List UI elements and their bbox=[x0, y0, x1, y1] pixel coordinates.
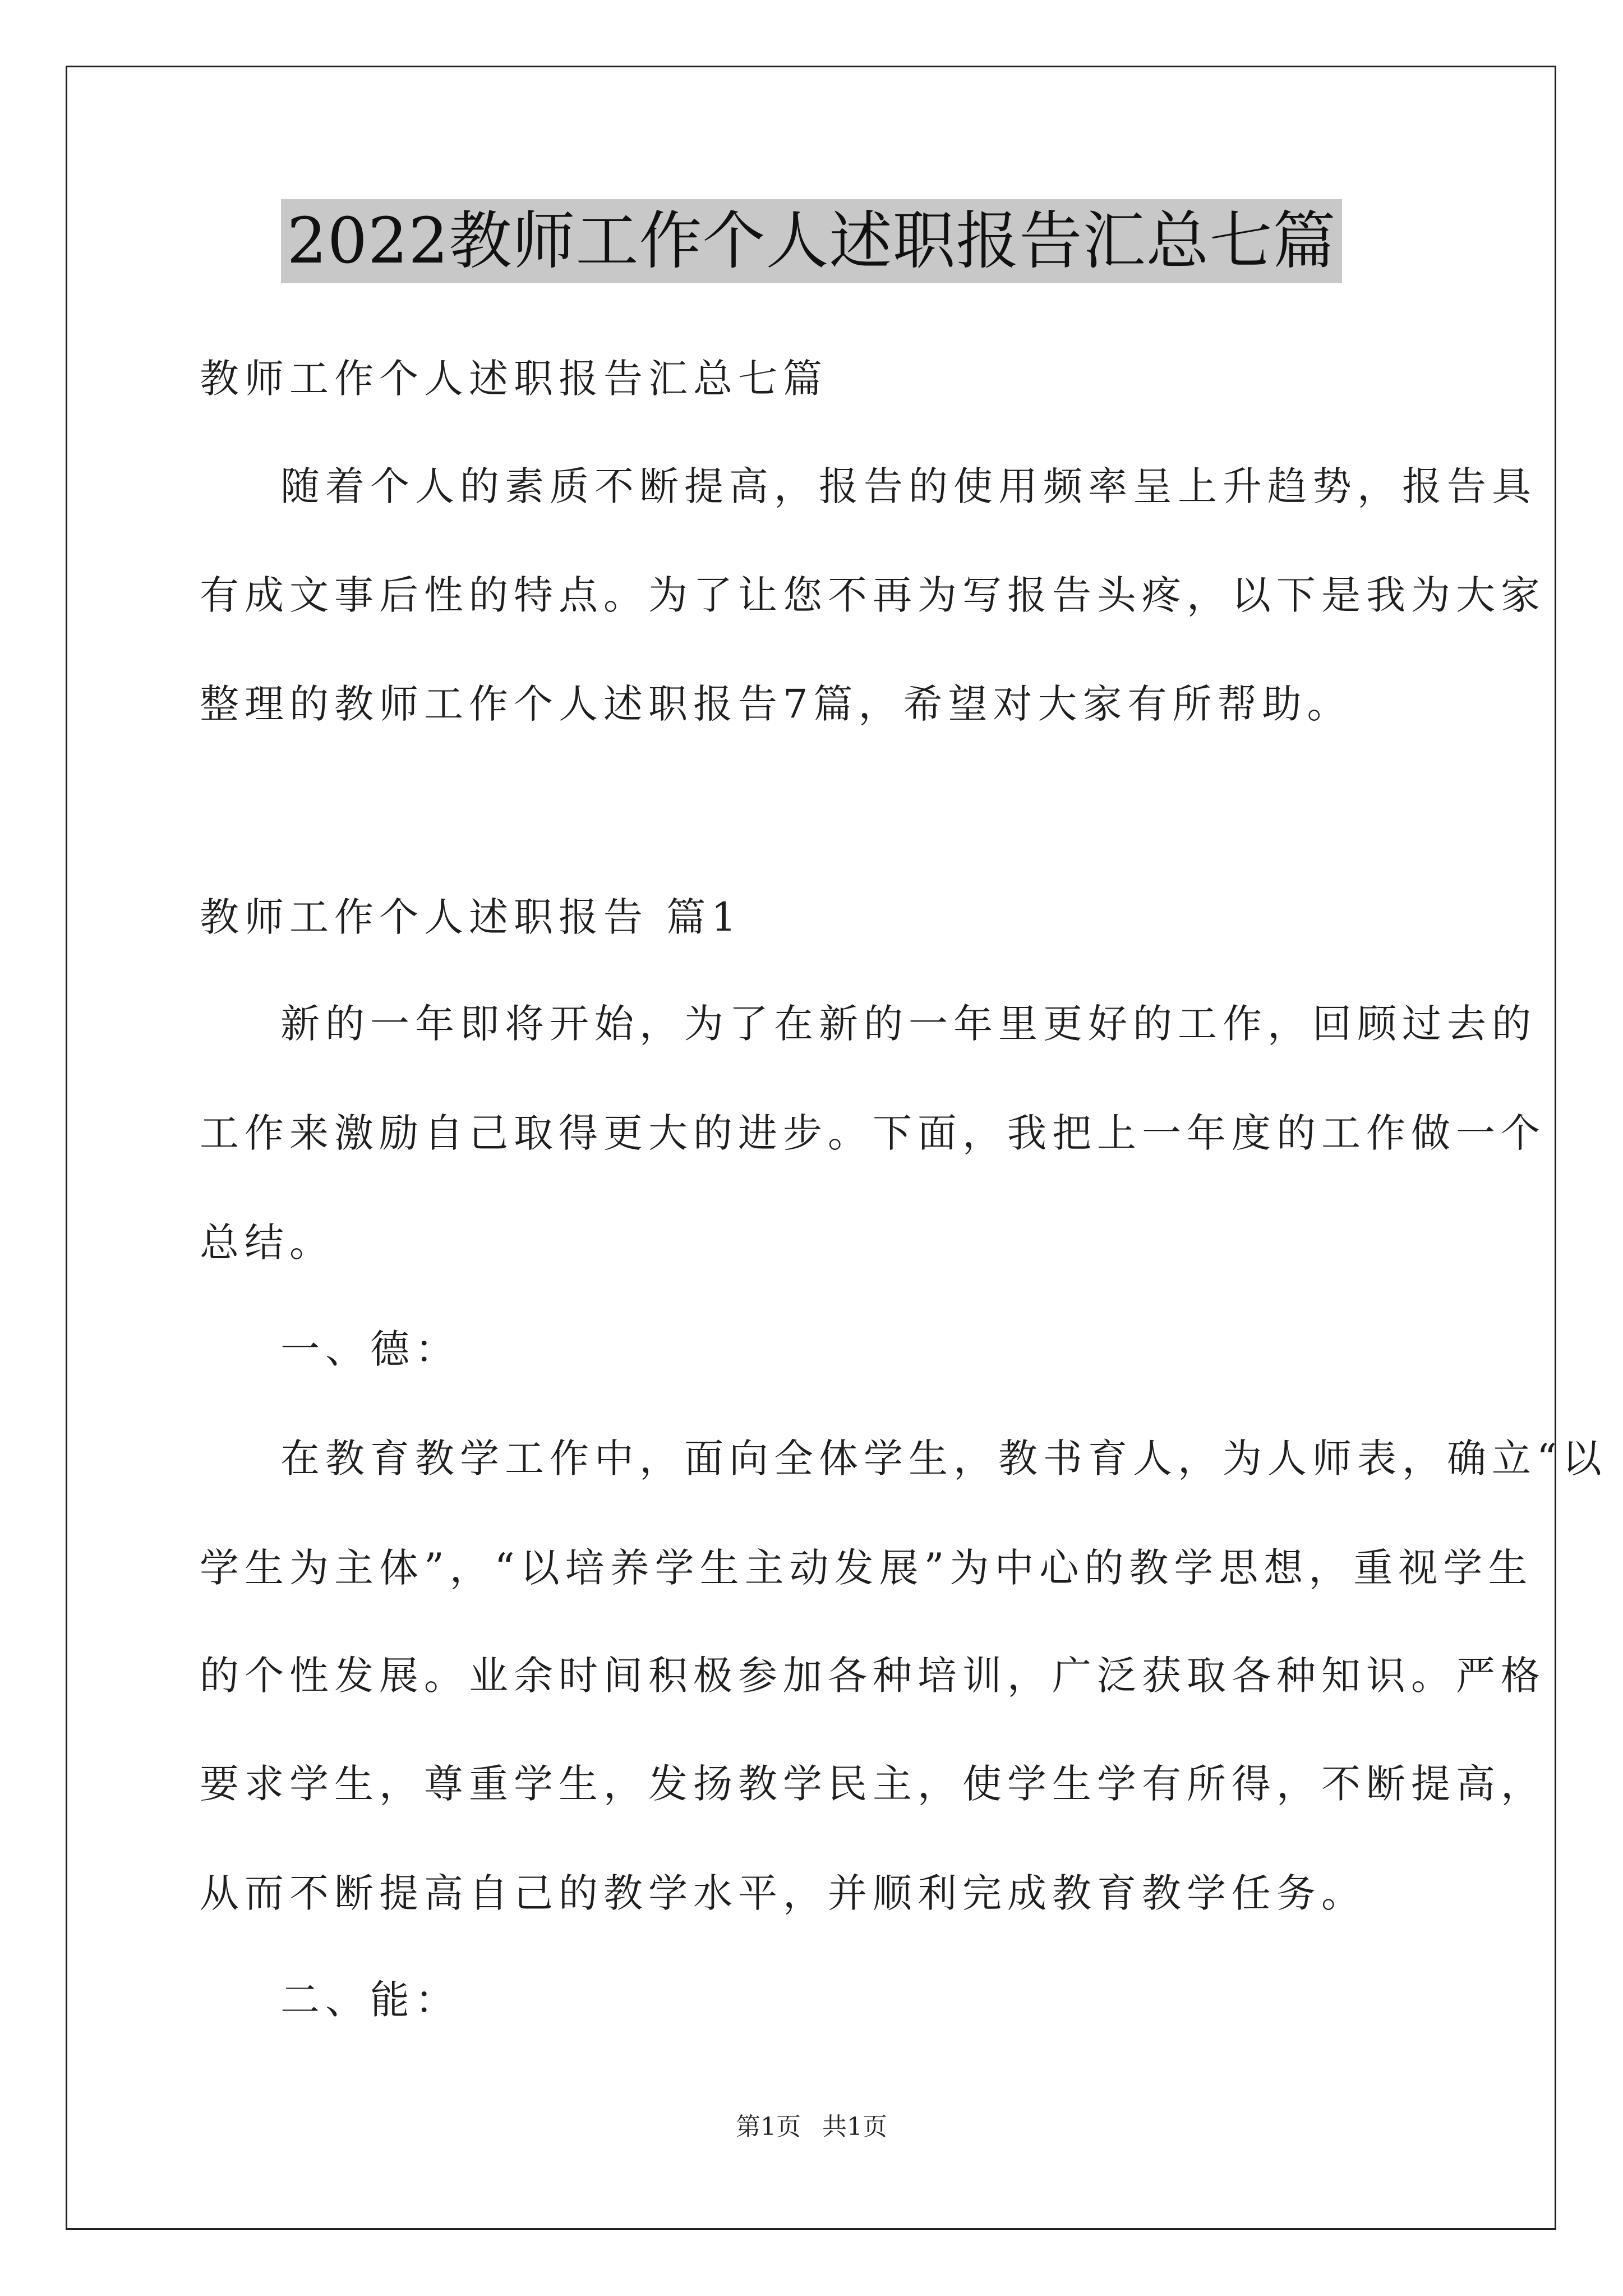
page-footer bbox=[0, 2110, 1623, 2144]
page-number: 第1页 bbox=[736, 2113, 801, 2141]
intro-line-1: 随着个人的素质不断提高，报告的使用频率呈上升趋势，报告具 bbox=[280, 463, 1537, 509]
paragraph-1-line-1: 新的一年即将开始，为了在新的一年里更好的工作，回顾过去的 bbox=[280, 1001, 1537, 1047]
item-heading-2: 二、能： bbox=[280, 1977, 460, 2023]
paragraph-2-line-3: 的个性发展。业余时间积极参加各种培训，广泛获取各种知识。严格 bbox=[200, 1653, 1546, 1699]
document-title: 2022教师工作个人述职报告汇总七篇 bbox=[281, 199, 1341, 283]
paragraph-2-line-5: 从而不断提高自己的教学水平，并顺利完成教育教学任务。 bbox=[200, 1870, 1366, 1916]
section-heading: 教师工作个人述职报告 篇1 bbox=[200, 894, 742, 940]
paragraph-1-line-3: 总结。 bbox=[200, 1220, 334, 1266]
intro-line-2: 有成文事后性的特点。为了让您不再为写报告头疼，以下是我为大家 bbox=[200, 572, 1546, 618]
paragraph-2-line-2: 学生为主体”，“以培养学生主动发展”为中心的教学思想，重视学生 bbox=[200, 1545, 1533, 1591]
paragraph-2-line-1: 在教育教学工作中，面向全体学生，教书育人，为人师表，确立“以 bbox=[280, 1435, 1607, 1481]
page-total: 共1页 bbox=[822, 2113, 887, 2141]
item-heading-1: 一、德： bbox=[280, 1326, 460, 1372]
paragraph-1-line-2: 工作来激励自己取得更大的进步。下面，我把上一年度的工作做一个 bbox=[200, 1110, 1546, 1156]
title-block bbox=[0, 199, 1623, 283]
paragraph-2-line-4: 要求学生，尊重学生，发扬教学民主，使学生学有所得，不断提高， bbox=[200, 1761, 1546, 1807]
document-subtitle: 教师工作个人述职报告汇总七篇 bbox=[200, 356, 828, 402]
intro-line-3: 整理的教师工作个人述职报告7篇，希望对大家有所帮助。 bbox=[200, 681, 1352, 727]
